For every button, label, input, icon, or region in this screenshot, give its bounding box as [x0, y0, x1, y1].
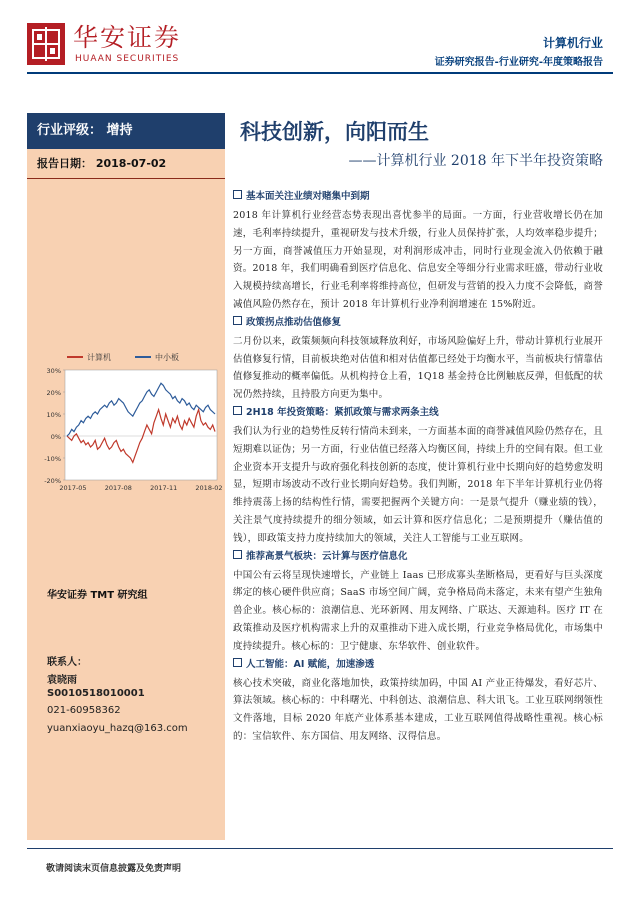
section [233, 406, 603, 548]
x-tick-label: 2018-02 [195, 484, 223, 492]
section [233, 658, 603, 746]
disclaimer-footer: 敬请阅读末页信息披露及免责声明 [46, 864, 182, 874]
company-logo [27, 23, 197, 69]
checkbox-bullet-icon [233, 550, 242, 559]
section-heading: 推荐高景气板块：云计算与医疗信息化 [233, 550, 603, 564]
x-tick-label: 2017-11 [150, 484, 178, 492]
page-subtitle: ——计算机行业 2018 年下半年投资策略 [348, 153, 603, 169]
section-paragraph: 二月份以来，政策频频向科技领域释放利好，市场风险偏好上升，带动计算机行业展开估值修复行情，目前板块绝对估值和相对估值都已经处于均衡水平，当前板块行情靠估值修复推动的概率偏低。从机构持仓上看，1Q18 基金持仓比例触底反弹，但低配的状况仍然持续，且持股方向更为集中。 [233, 335, 603, 401]
y-tick-label: 10% [46, 411, 61, 419]
y-tick-label: -20% [44, 477, 61, 485]
contact-label: 联系人： [47, 657, 87, 668]
section [233, 550, 603, 656]
contact-email[interactable]: yuanxiaoyu_hazq@163.com [47, 723, 188, 734]
y-tick-label: 0% [50, 433, 61, 441]
section-heading: 政策拐点推动估值修复 [233, 316, 603, 330]
section [233, 316, 603, 404]
main-content [233, 190, 603, 748]
section-paragraph: 核心技术突破，商业化落地加快，政策持续加码，中国 AI 产业正待爆发，看好芯片、算法领域。核心标的：中科曙光、中科创达、浪潮信息、科大讯飞。工业互联网纲领性文件落地，目标 2020 年底产业体系基本建成，工业互联网值得战略性重视。核心标的：宝信软件、东方国信、用友网络、汉得信息。 [233, 677, 603, 742]
checkbox-bullet-icon [233, 406, 242, 415]
section-heading: 人工智能：AI 赋能，加速渗透 [233, 658, 603, 672]
section-paragraph: 2018 年计算机行业经营态势表现出喜忧参半的局面。一方面，行业营收增长仍在加速，毛利率持续提升，重视研发与技术升级，行业人员保持扩张，人均效率稳步提升；另一方面，商誉减值压力开始显现，对利润形成冲击，同时行业现金流入仍依赖于融资。2018 年，我们明确看到医疗信息化、信息安全等细分行业需求旺盛，带动行业收入规模持续高增长，行业毛利率将维持高位，但研发与营销的投入力度不会降低，商誉减值风险仍然存在，预计 2018 年计算机行业净利润增速在 15%附近。 [233, 210, 603, 310]
legend-label: 计算机 [87, 353, 111, 362]
section [233, 190, 603, 314]
logo-text-en: HUAAN SECURITIES [75, 54, 180, 64]
x-tick-label: 2017-05 [59, 484, 87, 492]
header-industry: 计算机行业 [542, 36, 603, 50]
checkbox-bullet-icon [233, 190, 242, 199]
industry-rating: 行业评级： 增持 [27, 113, 225, 149]
header-report-type: 证券研究报告-行业研究-年度策略报告 [434, 57, 603, 68]
section-paragraph: 我们认为行业的趋势性反转行情尚未到来，一方面基本面的商誉减值风险仍然存在，且短期难以证伪；另一方面，行业估值已经落入均衡区间，持续上升的空间有限。但工业企业资本开支提升与政府强化科技创新的态度，使计算机行业中长期向好的趋势愈发明显，短期市场波动不改行业长期向好趋势。我们判断，2018 年下半年计算机行业仍将维持震荡上扬的结构性行情，需要把握两个关键方向：一是景气提升（赚业绩的钱），关注景气度持续提升的细分领域，如云计算和医疗信息化；二是预期提升（赚估值的钱），即政策支持力度持续加大的领域，关注人工智能与工业互联网。 [233, 425, 603, 544]
contact-phone: 021-60958362 [47, 705, 121, 716]
y-tick-label: 30% [46, 367, 61, 375]
report-date: 报告日期： 2018-07-02 [27, 149, 225, 179]
sidebar [27, 113, 225, 840]
legend-label: 中小板 [155, 353, 179, 362]
y-tick-label: 20% [46, 389, 61, 397]
checkbox-bullet-icon [233, 658, 242, 667]
contact-name: 袁晓雨 [47, 675, 77, 686]
section-paragraph: 中国公有云将呈现快速增长，产业链上 Iaas 已形成寡头垄断格局，更看好与巨头深度绑定的核心硬件供应商；SaaS 市场空间广阔，竞争格局尚未落定，未来有望产生独角兽企业。核心标的：浪潮信息、光环新网、用友网络、广联达、天源迪科。医疗 IT 在政策推动及医疗机构需求上升的双重推动下进入成长期，行业竞争格局优化，市场集中度持续提升。核心标的：卫宁健康、东华软件、创业软件。 [233, 569, 603, 652]
y-tick-label: -10% [44, 455, 61, 463]
header-divider [27, 72, 613, 74]
section-heading: 基本面关注业绩对赌集中到期 [233, 190, 603, 204]
footer-divider [27, 848, 613, 849]
contact-license-id: S0010518010001 [47, 688, 145, 699]
logo-text-cn: 华安证券 [73, 23, 182, 52]
logo-mark-icon [27, 23, 65, 65]
section-heading: 2H18 年投资策略：紧抓政策与需求两条主线 [233, 406, 603, 420]
performance-chart [27, 225, 225, 505]
page-title: 科技创新，向阳而生 [240, 120, 429, 144]
research-team: 华安证券 TMT 研究组 [47, 590, 148, 601]
checkbox-bullet-icon [233, 316, 242, 325]
x-tick-label: 2017-08 [104, 484, 132, 492]
